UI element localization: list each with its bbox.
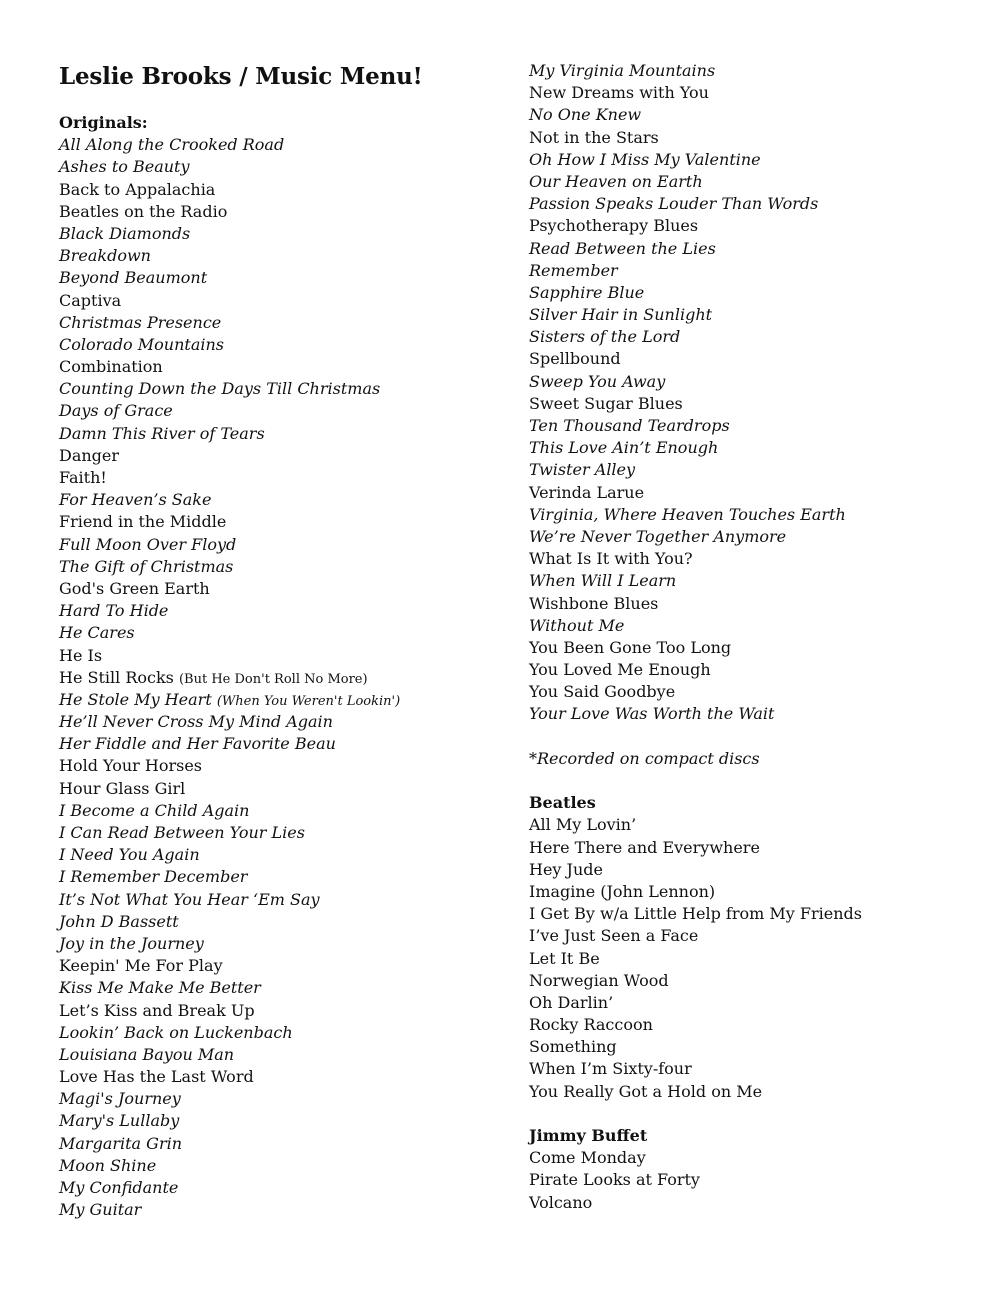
line-text: Counting Down the Days Till Christmas bbox=[59, 379, 381, 399]
song-title bbox=[59, 1022, 499, 1044]
song-title bbox=[59, 134, 499, 156]
line-text: He Cares bbox=[59, 623, 135, 643]
line-text: Days of Grace bbox=[59, 401, 173, 421]
song-title bbox=[59, 156, 499, 178]
song-title bbox=[59, 645, 499, 667]
line-text: Friend in the Middle bbox=[59, 512, 227, 532]
song-title bbox=[529, 282, 969, 304]
line-text: Remember bbox=[529, 260, 618, 280]
song-title bbox=[59, 445, 499, 467]
line-text: My Confidante bbox=[59, 1178, 179, 1197]
section-heading bbox=[59, 112, 499, 134]
line-text: New Dreams with You bbox=[529, 83, 709, 103]
line-text: Christmas Presence bbox=[59, 312, 222, 332]
line-text: *Recorded on compact discs bbox=[529, 748, 760, 768]
section-heading bbox=[529, 792, 969, 814]
song-title bbox=[529, 948, 969, 970]
line-text: Danger bbox=[59, 445, 120, 465]
left-song-column bbox=[59, 112, 499, 1221]
song-title bbox=[529, 593, 969, 615]
line-text: Rocky Raccoon bbox=[529, 1015, 653, 1035]
line-text: Lookin’ Back on Luckenbach bbox=[59, 1022, 293, 1042]
song-title bbox=[529, 215, 969, 237]
line-text: Twister Alley bbox=[529, 460, 636, 480]
song-title bbox=[529, 570, 969, 592]
line-text: I Need You Again bbox=[59, 845, 200, 865]
song-title bbox=[59, 822, 499, 844]
line-text: Ten Thousand Teardrops bbox=[529, 416, 730, 435]
line-text: Hold Your Horses bbox=[59, 756, 202, 776]
line-text: You Really Got a Hold on Me bbox=[529, 1081, 763, 1101]
line-text: My Guitar bbox=[59, 1200, 142, 1220]
line-text: Sapphire Blue bbox=[529, 282, 645, 302]
line-text: Faith! bbox=[59, 468, 107, 487]
line-text: When I’m Sixty-four bbox=[529, 1059, 692, 1079]
line-text: He Stole My Heart bbox=[59, 689, 212, 709]
song-title bbox=[59, 955, 499, 977]
song-title bbox=[59, 622, 499, 644]
line-text: Originals: bbox=[59, 113, 148, 132]
song-title bbox=[59, 489, 499, 511]
song-title bbox=[59, 400, 499, 422]
song-title bbox=[529, 1058, 969, 1080]
line-text: For Heaven’s Sake bbox=[59, 490, 212, 510]
line-text: No One Knew bbox=[529, 105, 642, 125]
line-text: Read Between the Lies bbox=[529, 238, 716, 258]
line-text: I Remember December bbox=[59, 867, 248, 887]
line-text: Our Heaven on Earth bbox=[529, 171, 703, 191]
song-title bbox=[529, 1169, 969, 1191]
line-text: I’ve Just Seen a Face bbox=[529, 926, 699, 946]
line-text: Combination bbox=[59, 357, 163, 377]
line-text: Magi's Journey bbox=[59, 1089, 181, 1109]
song-title bbox=[59, 866, 499, 888]
line-text: This Love Ain’t Enough bbox=[529, 438, 719, 458]
song-title bbox=[529, 60, 969, 82]
line-text: Let It Be bbox=[529, 948, 600, 968]
line-text: Damn This River of Tears bbox=[59, 423, 265, 443]
song-title bbox=[59, 423, 499, 445]
song-title bbox=[59, 711, 499, 733]
line-text: Come Monday bbox=[529, 1148, 646, 1168]
line-text: Oh Darlin’ bbox=[529, 992, 614, 1012]
song-title bbox=[59, 1133, 499, 1155]
line-text: He’ll Never Cross My Mind Again bbox=[59, 712, 333, 732]
line-text: Beatles bbox=[529, 793, 596, 813]
line-text: Hey Jude bbox=[529, 859, 603, 879]
line-text: Full Moon Over Floyd bbox=[59, 534, 237, 554]
song-title bbox=[529, 526, 969, 548]
song-title bbox=[59, 312, 499, 334]
line-text: I Can Read Between Your Lies bbox=[59, 823, 305, 842]
song-title bbox=[59, 290, 499, 312]
song-title bbox=[59, 1155, 499, 1177]
song-title bbox=[529, 659, 969, 681]
line-text: Sisters of the Lord bbox=[529, 327, 681, 347]
song-title bbox=[529, 415, 969, 437]
line-text: Joy in the Journey bbox=[59, 933, 204, 953]
song-title bbox=[529, 393, 969, 415]
song-title bbox=[59, 889, 499, 911]
line-text: Jimmy Buffet bbox=[529, 1126, 648, 1145]
line-text: Imagine (John Lennon) bbox=[529, 881, 716, 901]
line-text: Oh How I Miss My Valentine bbox=[529, 149, 761, 169]
line-text: Moon Shine bbox=[59, 1155, 157, 1175]
song-title bbox=[529, 127, 969, 149]
song-title bbox=[59, 778, 499, 800]
song-title bbox=[529, 171, 969, 193]
line-text: Kiss Me Make Me Better bbox=[59, 978, 261, 998]
line-text: Passion Speaks Louder Than Words bbox=[529, 194, 819, 214]
line-text: John D Bassett bbox=[59, 911, 179, 931]
line-text: Pirate Looks at Forty bbox=[529, 1170, 700, 1190]
line-text: Here There and Everywhere bbox=[529, 837, 760, 857]
line-text: Keepin' Me For Play bbox=[59, 956, 223, 976]
line-text: Captiva bbox=[59, 290, 122, 310]
song-title bbox=[59, 933, 499, 955]
line-text: All My Lovin’ bbox=[529, 815, 637, 835]
line-text: Volcano bbox=[529, 1192, 593, 1212]
line-text: Without Me bbox=[529, 615, 625, 635]
line-text: Wishbone Blues bbox=[529, 593, 659, 613]
song-title bbox=[529, 992, 969, 1014]
line-text: The Gift of Christmas bbox=[59, 556, 234, 576]
song-title bbox=[59, 467, 499, 489]
song-title bbox=[59, 1066, 499, 1088]
line-text: Something bbox=[529, 1037, 617, 1057]
song-title bbox=[59, 179, 499, 201]
line-text: He Still Rocks bbox=[59, 667, 174, 687]
line-text: Sweep You Away bbox=[529, 371, 666, 391]
song-title bbox=[59, 911, 499, 933]
song-title bbox=[59, 556, 499, 578]
song-title bbox=[529, 504, 969, 526]
line-text: What Is It with You? bbox=[529, 549, 693, 569]
line-text: Margarita Grin bbox=[59, 1133, 183, 1153]
song-title bbox=[529, 859, 969, 881]
line-text: Beyond Beaumont bbox=[59, 268, 208, 288]
line-text: Black Diamonds bbox=[59, 223, 191, 243]
song-title bbox=[529, 238, 969, 260]
song-title bbox=[59, 1044, 499, 1066]
spacer bbox=[529, 726, 969, 748]
line-text: Silver Hair in Sunlight bbox=[529, 305, 713, 325]
song-title bbox=[59, 534, 499, 556]
song-title bbox=[59, 578, 499, 600]
song-title bbox=[529, 637, 969, 659]
right-song-column bbox=[529, 60, 969, 1214]
song-title bbox=[529, 925, 969, 947]
line-text: When Will I Learn bbox=[529, 571, 677, 591]
song-title bbox=[529, 1014, 969, 1036]
line-text: Back to Appalachia bbox=[59, 179, 216, 199]
line-text: Mary's Lullaby bbox=[59, 1111, 180, 1131]
song-title bbox=[59, 245, 499, 267]
line-text: Psychotherapy Blues bbox=[529, 216, 699, 236]
song-note: (But He Don't Roll No More) bbox=[178, 671, 368, 687]
song-title bbox=[529, 1081, 969, 1103]
line-text: You Been Gone Too Long bbox=[529, 637, 732, 657]
song-title bbox=[59, 267, 499, 289]
line-text: Louisiana Bayou Man bbox=[59, 1044, 235, 1064]
song-note: (When You Weren't Lookin') bbox=[216, 693, 401, 709]
footnote bbox=[529, 748, 969, 770]
song-title bbox=[59, 223, 499, 245]
song-title bbox=[529, 437, 969, 459]
song-title bbox=[59, 1088, 499, 1110]
song-title bbox=[529, 326, 969, 348]
line-text: I Get By w/a Little Help from My Friends bbox=[529, 904, 862, 924]
spacer bbox=[529, 1103, 969, 1125]
line-text: Love Has the Last Word bbox=[59, 1067, 254, 1087]
song-title bbox=[59, 600, 499, 622]
song-title bbox=[59, 689, 499, 711]
song-title bbox=[59, 1177, 499, 1199]
song-title bbox=[59, 733, 499, 755]
line-text: Not in the Stars bbox=[529, 127, 659, 147]
song-title bbox=[529, 881, 969, 903]
song-title bbox=[59, 511, 499, 533]
song-title bbox=[529, 459, 969, 481]
line-text: God's Green Earth bbox=[59, 578, 210, 598]
song-title bbox=[529, 193, 969, 215]
song-title bbox=[59, 334, 499, 356]
line-text: Beatles on the Radio bbox=[59, 201, 228, 221]
song-title bbox=[59, 800, 499, 822]
song-title bbox=[529, 615, 969, 637]
song-title bbox=[59, 667, 499, 689]
song-title bbox=[529, 1036, 969, 1058]
song-title bbox=[529, 348, 969, 370]
line-text: You Loved Me Enough bbox=[529, 660, 711, 680]
song-title bbox=[529, 548, 969, 570]
line-text: It’s Not What You Hear ‘Em Say bbox=[59, 889, 320, 909]
page-title: Leslie Brooks / Music Menu! bbox=[59, 63, 423, 90]
song-title bbox=[529, 82, 969, 104]
song-title bbox=[529, 1192, 969, 1214]
line-text: Let’s Kiss and Break Up bbox=[59, 1000, 255, 1020]
song-title bbox=[59, 844, 499, 866]
song-title bbox=[529, 970, 969, 992]
line-text: Verinda Larue bbox=[529, 482, 645, 502]
line-text: Hour Glass Girl bbox=[59, 778, 186, 798]
line-text: Breakdown bbox=[59, 246, 151, 266]
line-text: We’re Never Together Anymore bbox=[529, 526, 787, 546]
song-title bbox=[529, 681, 969, 703]
line-text: Colorado Mountains bbox=[59, 334, 224, 354]
line-text: Norwegian Wood bbox=[529, 970, 669, 990]
song-title bbox=[59, 977, 499, 999]
line-text: You Said Goodbye bbox=[529, 682, 676, 702]
line-text: Hard To Hide bbox=[59, 601, 169, 621]
line-text: Spellbound bbox=[529, 349, 621, 369]
line-text: I Become a Child Again bbox=[59, 800, 250, 820]
song-title bbox=[529, 814, 969, 836]
line-text: All Along the Crooked Road bbox=[59, 135, 285, 155]
song-title bbox=[529, 1147, 969, 1169]
section-heading bbox=[529, 1125, 969, 1147]
line-text: Sweet Sugar Blues bbox=[529, 393, 683, 413]
line-text: Ashes to Beauty bbox=[59, 157, 190, 177]
song-title bbox=[59, 356, 499, 378]
song-title bbox=[59, 1199, 499, 1221]
line-text: Virginia, Where Heaven Touches Earth bbox=[529, 504, 846, 524]
line-text: Your Love Was Worth the Wait bbox=[529, 704, 775, 724]
song-title bbox=[59, 378, 499, 400]
line-text: He Is bbox=[59, 645, 103, 665]
song-title bbox=[59, 755, 499, 777]
song-title bbox=[529, 371, 969, 393]
song-title bbox=[59, 1110, 499, 1132]
song-title bbox=[59, 201, 499, 223]
song-title bbox=[529, 304, 969, 326]
line-text: Her Fiddle and Her Favorite Beau bbox=[59, 734, 336, 754]
song-title bbox=[529, 104, 969, 126]
song-title bbox=[529, 703, 969, 725]
song-title bbox=[529, 482, 969, 504]
song-title bbox=[59, 1000, 499, 1022]
song-title bbox=[529, 837, 969, 859]
song-title bbox=[529, 149, 969, 171]
line-text: My Virginia Mountains bbox=[529, 61, 716, 80]
song-title bbox=[529, 903, 969, 925]
spacer bbox=[529, 770, 969, 792]
song-title bbox=[529, 260, 969, 282]
